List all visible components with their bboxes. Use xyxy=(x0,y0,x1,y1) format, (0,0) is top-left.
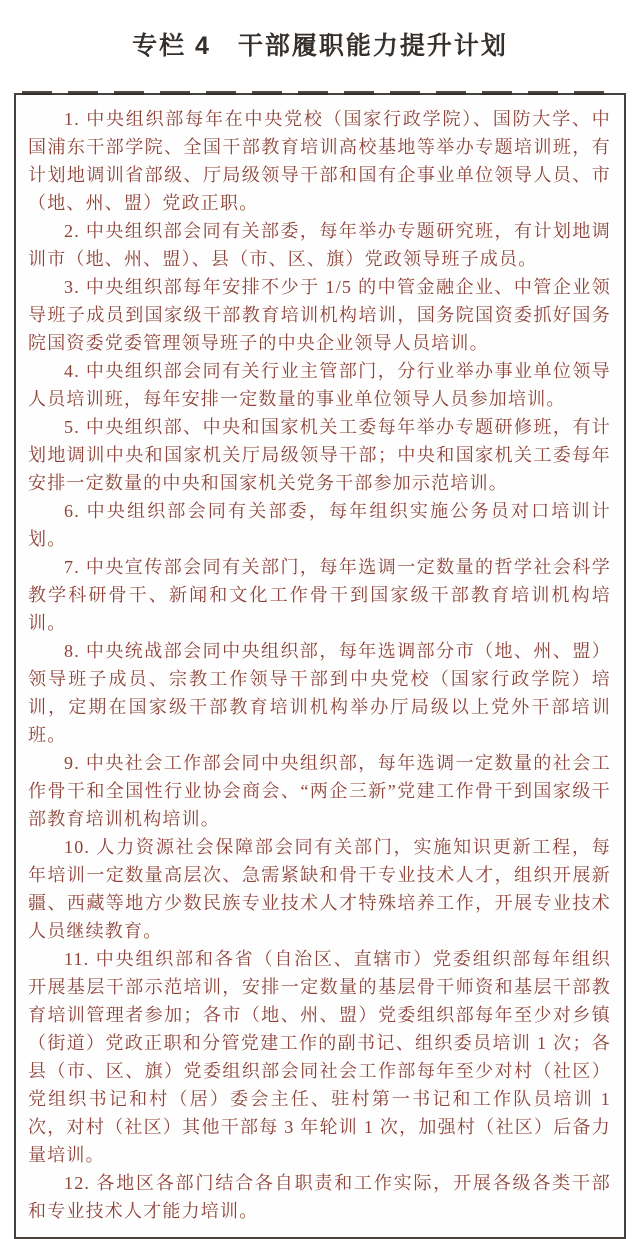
plan-item-12: 12. 各地区各部门结合各自职责和工作实际，开展各级各类干部和专业技术人才能力培训。 xyxy=(28,1173,611,1221)
plan-item-6: 6. 中央组织部会同有关部委，每年组织实施公务员对口培训计划。 xyxy=(28,501,611,549)
plan-item-9: 9. 中央社会工作部会同中央组织部，每年选调一定数量的社会工作骨干和全国性行业协会商会、“两企三新”党建工作骨干到国家级干部教育培训机构培训。 xyxy=(28,753,611,829)
document-page xyxy=(0,26,640,1239)
plan-item-10: 10. 人力资源社会保障部会同有关部门，实施知识更新工程，每年培训一定数量高层次、急需紧缺和骨干专业技术人才，组织开展新疆、西藏等地方少数民族专业技术人才特殊培养工作，开展专业技术人员继续教育。 xyxy=(28,837,611,941)
plan-box xyxy=(14,93,626,1239)
plan-item-4: 4. 中央组织部会同有关行业主管部门，分行业举办事业单位领导人员培训班，每年安排一定数量的事业单位领导人员参加培训。 xyxy=(28,361,611,409)
plan-item-5: 5. 中央组织部、中央和国家机关工委每年举办专题研修班，有计划地调训中央和国家机关厅局级领导干部；中央和国家机关工委每年安排一定数量的中央和国家机关党务干部参加示范培训。 xyxy=(28,417,611,493)
page-title: 专栏 4 干部履职能力提升计划 xyxy=(132,32,508,60)
plan-item-2: 2. 中央组织部会同有关部委，每年举办专题研究班，有计划地调训市（地、州、盟）、县（市、区、旗）党政领导班子成员。 xyxy=(28,221,611,269)
plan-item-7: 7. 中央宣传部会同有关部门，每年选调一定数量的哲学社会科学教学科研骨干、新闻和文化工作骨干到国家级干部教育培训机构培训。 xyxy=(28,557,611,633)
plan-item-11: 11. 中央组织部和各省（自治区、直辖市）党委组织部每年组织开展基层干部示范培训，安排一定数量的基层骨干师资和基层干部教育培训管理者参加；各市（地、州、盟）党委组织部每年至少对乡镇（街道）党政正职和分管党建工作的副书记、组织委员培训 1 次；各县（市、区、旗）党委组织部会同社会工作部每年至少对村（社区）党组织书记和村（居）委会主任、驻村第一书记和工作队员培训 1 次，对村（社区）其他干部每 3 年轮训 1 次，加强村（社区）后备力量培训。 xyxy=(28,949,612,1165)
plan-item-8: 8. 中央统战部会同中央组织部，每年选调部分市（地、州、盟）领导班子成员、宗教工作领导干部到中央党校（国家行政学院）培训，定期在国家级干部教育培训机构举办厅局级以上党外干部培训班。 xyxy=(28,641,611,745)
plan-item-3: 3. 中央组织部每年安排不少于 1/5 的中管金融企业、中管企业领导班子成员到国家级干部教育培训机构培训，国务院国资委抓好国务院国资委党委管理领导班子的中央企业领导人员培训。 xyxy=(28,277,611,353)
plan-item-1: 1. 中央组织部每年在中央党校（国家行政学院）、国防大学、中国浦东干部学院、全国干部教育培训高校基地等举办专题培训班，有计划地调训省部级、厅局级领导干部和国有企事业单位领导人员、市（地、州、盟）党政正职。 xyxy=(28,109,611,213)
